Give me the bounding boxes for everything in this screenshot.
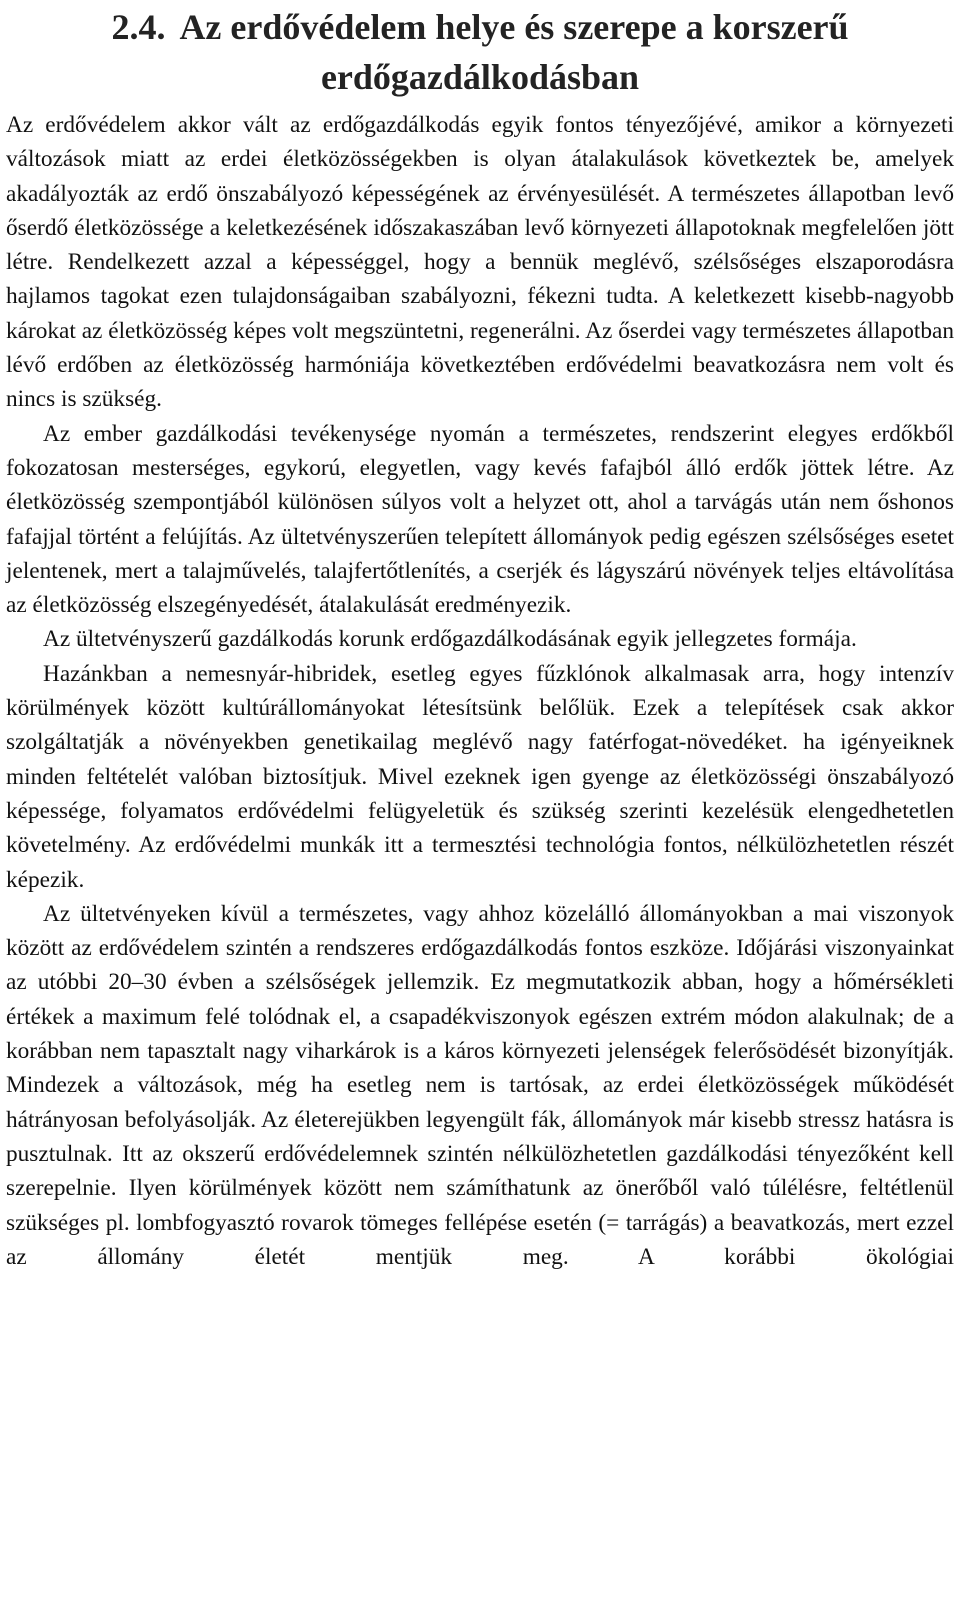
body-text — [6, 108, 954, 1274]
paragraph-1: Az erdővédelem akkor vált az erdőgazdálkodás egyik fontos tényezőjévé, amikor a környezeti változások miatt az erdei életközösségekben is olyan átalakulások következtek be, amelyek akadályozták az erdő önszabályozó képességének az érvényesülését. A természetes állapotban levő őserdő életközössége a keletkezésének időszakaszában levő környezeti állapotoknak megfelelően jött létre. Rendelkezett azzal a képességgel, hogy a bennük meglévő, szélsőséges elszaporodásra hajlamos tagokat ezen tulajdonságaiban szabályozni, fékezni tudta. A keletkezett kisebb-nagyobb károkat az életközösség képes volt megszüntetni, regenerálni. Az őserdei vagy természetes állapotban lévő erdőben az életközösség harmóniája következtében erdővédelmi beavatkozásra nem volt és nincs is szükség. — [6, 112, 954, 413]
section-heading — [6, 0, 954, 102]
section-number: 2.4. — [111, 7, 166, 47]
paragraph-5: Az ültetvényeken kívül a természetes, vagy ahhoz közelálló állományokban a mai viszonyok között az erdővédelem szintén a rendszeres erdőgazdálkodás fontos eszköze. Időjárási viszonyainkat az utóbbi 20–30 évben a szélsőségek jellemzik. Ez megmutatkozik abban, hogy a hőmérsékleti értékek a maximum felé tolódnak el, a csapadékviszonyok egészen extrém módon alakulnak; de a korábban nem tapasztalt nagy viharkárok is a káros környezeti jelenségek felerősödését bizonyítják. Mindezek a változások, még ha esetleg nem is tartósak, az erdei életközösségek működését hátrányosan befolyásolják. Az életerejükben legyengült fák, állományok már kisebb stressz hatásra is pusztulnak. Itt az okszerű erdővédelemnek szintén nélkülözhetetlen gazdálkodási tényezőként kell szerepelnie. Ilyen körülmények között nem számíthatunk az önerőből való túlélésre, feltétlenül szükséges pl. lombfogyasztó rovarok tömeges fellépése esetén (= tarrágás) a beavatkozás, mert ezzel az állomány életét mentjük meg. A korábbi ökológiai — [6, 900, 954, 1270]
section-title: Az erdővédelem helye és szerepe a korszerű erdőgazdálkodásban — [179, 7, 849, 97]
paragraph-4: Hazánkban a nemesnyár-hibridek, esetleg egyes fűzklónok alkalmasak arra, hogy intenzív körülmények között kultúrállományokat létesítsünk belőlük. Ezek a telepítések csak akkor szolgáltatják a növényekben genetikailag meglévő nagy fatérfogat-növedéket. ha igényeiknek minden feltételét valóban biztosítjuk. Mivel ezeknek igen gyenge az életközösségi önszabályozó képessége, folyamatos erdővédelmi felügyeletük és szükség szerinti kezelésük elengedhetetlen követelmény. Az erdővédelmi munkák itt a termesztési technológia fontos, nélkülözhetetlen részét képezik. — [6, 660, 954, 893]
paragraph-3: Az ültetvényszerű gazdálkodás korunk erdőgazdálkodásának egyik jellegzetes formája. — [43, 626, 857, 653]
paragraph-2: Az ember gazdálkodási tevékenysége nyomán a természetes, rendszerint elegyes erdőkből fokozatosan mesterséges, egykorú, elegyetlen, vagy kevés fafajból álló erdők jöttek létre. Az életközösség szempontjából különösen súlyos volt a helyzet ott, ahol a tarvágás után nem őshonos fafajjal történt a felújítás. Az ültetvényszerűen telepített állományok pedig egészen szélsőséges esetet jelentenek, mert a talajművelés, talajfertőtlenítés, a cserjék és lágyszárú növények teljes eltávolítása az életközösség elszegényedését, átalakulását eredményezik. — [6, 420, 954, 619]
